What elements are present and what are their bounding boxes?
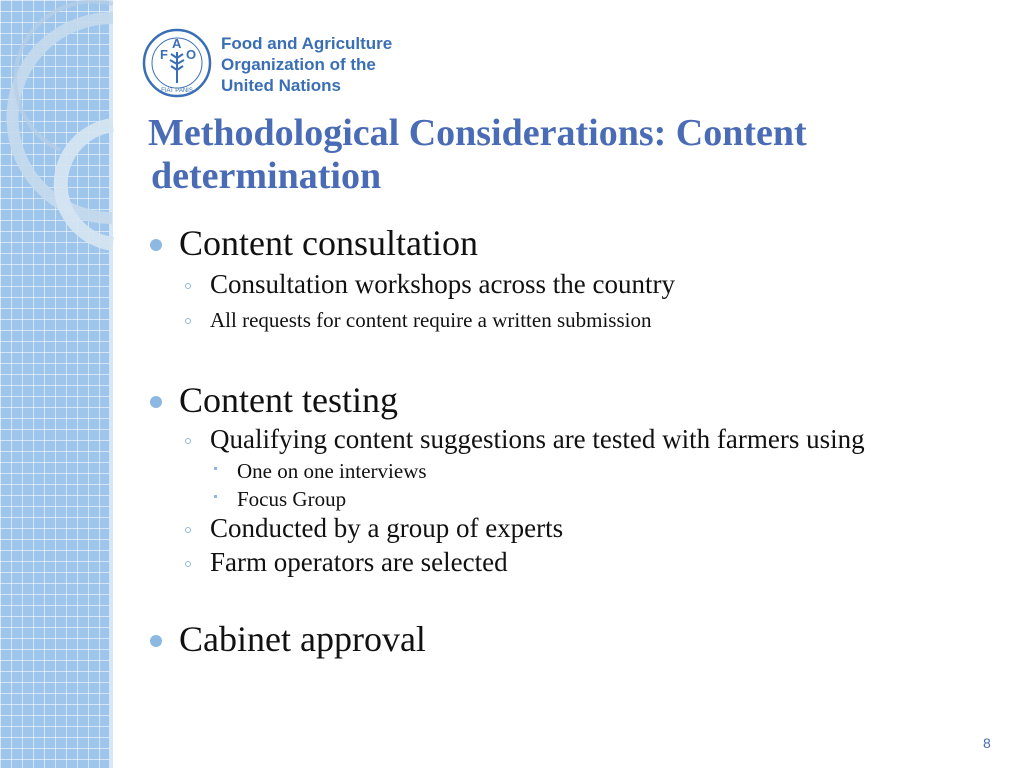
sub-bullet-ring-icon (185, 561, 191, 567)
sub-bullet-qualifying-content: Qualifying content suggestions are tested with farmers using (210, 424, 865, 454)
org-name-line1: Food and Agriculture (221, 34, 393, 53)
organization-name (221, 33, 392, 96)
page-number: 8 (983, 735, 991, 751)
sub-sub-bullet-interviews: One on one interviews (237, 459, 427, 483)
wheat-ear-icon (170, 52, 184, 83)
bullet-content-consultation: Content consultation (179, 223, 478, 263)
sub-bullet-ring-icon (185, 527, 191, 533)
bullet-cabinet-approval: Cabinet approval (179, 619, 426, 659)
logo-motto: FIAT PANIS (161, 88, 193, 94)
logo-letter-a: A (172, 36, 182, 51)
bullet-dot-icon (150, 396, 162, 408)
sub-bullet-experts: Conducted by a group of experts (210, 513, 564, 543)
slide-title-line1: Methodological Considerations: Content (148, 112, 807, 154)
bullet-dot-icon (150, 239, 162, 251)
logo-letter-f: F (160, 47, 168, 62)
sub-bullet-ring-icon (185, 283, 191, 289)
sub-bullet-farm-operators: Farm operators are selected (210, 547, 508, 577)
bullet-content-testing: Content testing (179, 380, 398, 420)
sub-sub-bullet-icon (214, 467, 217, 470)
sub-sub-bullet-focus-group: Focus Group (237, 487, 347, 511)
bullet-dot-icon (150, 635, 162, 647)
slide-title-line2: determination (151, 155, 382, 197)
sub-bullet-ring-icon (185, 318, 191, 324)
logo-letter-o: O (186, 47, 197, 62)
slide-title (148, 112, 968, 198)
org-name-line2: Organization of the (221, 55, 376, 74)
org-name-line3: United Nations (221, 76, 341, 95)
sub-bullet-written-submission: All requests for content require a written submission (210, 308, 652, 332)
sub-sub-bullet-icon (214, 495, 217, 498)
sub-bullet-ring-icon (185, 438, 191, 444)
sub-bullet-workshops: Consultation workshops across the country (210, 269, 675, 299)
fao-logo (142, 28, 212, 98)
